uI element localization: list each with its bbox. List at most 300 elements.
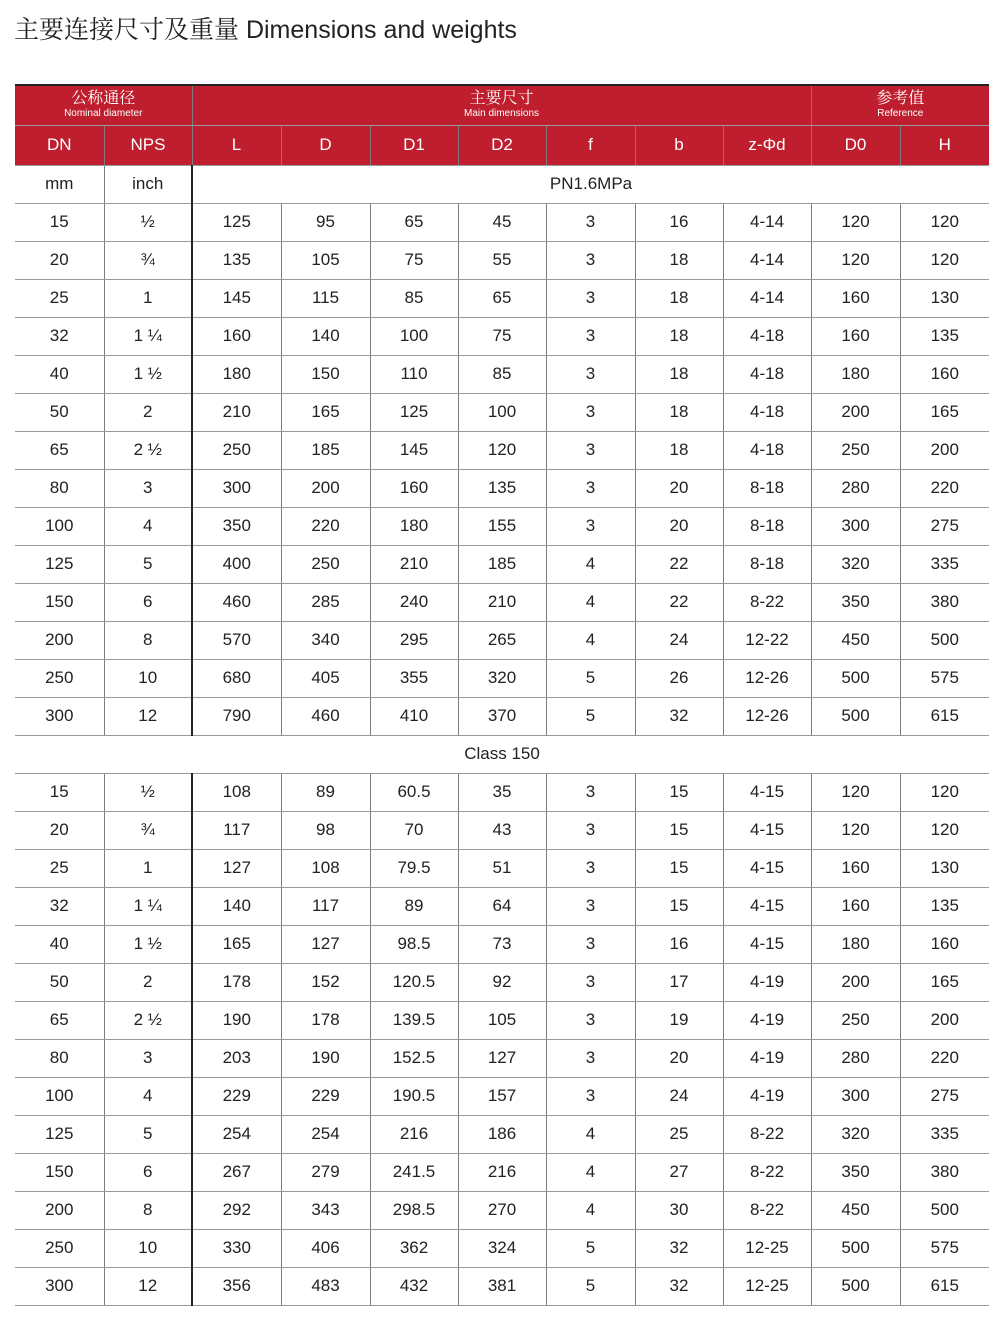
table-cell-dn: 25 [15,279,104,317]
table-cell-h: 220 [900,1039,989,1077]
table-cell-b: 32 [635,697,723,735]
table-cell-d1: 362 [370,1229,458,1267]
table-cell-d0: 350 [811,583,900,621]
column-header-z-phi-d: z-Φd [723,125,811,165]
table-cell-z-d: 4-15 [723,925,811,963]
table-cell-dn: 250 [15,1229,104,1267]
table-cell-l: 140 [192,887,281,925]
table-cell-d1: 432 [370,1267,458,1305]
table-cell-nps: 1 [104,279,192,317]
table-cell-z-d: 8-22 [723,583,811,621]
column-header-nps: NPS [104,125,192,165]
table-cell-d2: 155 [458,507,546,545]
section-label: PN1.6MPa [192,165,989,203]
table-cell-d: 150 [281,355,370,393]
table-cell-d0: 500 [811,697,900,735]
table-cell-h: 165 [900,393,989,431]
table-cell-f: 4 [546,621,635,659]
table-cell-b: 17 [635,963,723,1001]
table-cell-b: 18 [635,393,723,431]
table-row [15,849,989,887]
unit-dn: mm [15,165,104,203]
group-header-nominal-diameter [15,85,192,125]
table-cell-d2: 324 [458,1229,546,1267]
table-cell-d: 220 [281,507,370,545]
table-cell-d1: 60.5 [370,773,458,811]
table-cell-d: 405 [281,659,370,697]
table-cell-f: 3 [546,1039,635,1077]
table-cell-d2: 64 [458,887,546,925]
table-cell-z-d: 4-14 [723,241,811,279]
table-cell-dn: 125 [15,545,104,583]
table-cell-l: 460 [192,583,281,621]
table-cell-d2: 43 [458,811,546,849]
table-cell-h: 120 [900,203,989,241]
table-row [15,963,989,1001]
table-cell-d1: 410 [370,697,458,735]
table-cell-nps: 12 [104,697,192,735]
table-cell-h: 200 [900,1001,989,1039]
table-cell-l: 400 [192,545,281,583]
dimensions-table [15,84,989,1306]
table-cell-z-d: 4-19 [723,963,811,1001]
table-cell-d0: 160 [811,887,900,925]
table-cell-f: 3 [546,469,635,507]
table-row [15,279,989,317]
table-cell-dn: 80 [15,1039,104,1077]
table-cell-d1: 85 [370,279,458,317]
table-row [15,1229,989,1267]
table-cell-d0: 350 [811,1153,900,1191]
table-cell-b: 32 [635,1229,723,1267]
table-cell-l: 145 [192,279,281,317]
table-row [15,393,989,431]
table-cell-nps: ½ [104,203,192,241]
table-cell-d0: 200 [811,393,900,431]
table-cell-z-d: 4-19 [723,1077,811,1115]
table-cell-d2: 55 [458,241,546,279]
table-cell-b: 18 [635,241,723,279]
table-cell-d0: 320 [811,1115,900,1153]
table-cell-l: 680 [192,659,281,697]
table-cell-d2: 265 [458,621,546,659]
table-cell-l: 300 [192,469,281,507]
table-cell-d0: 500 [811,659,900,697]
table-cell-d: 152 [281,963,370,1001]
table-cell-dn: 20 [15,811,104,849]
table-cell-h: 575 [900,1229,989,1267]
table-cell-dn: 50 [15,963,104,1001]
table-cell-f: 4 [546,1191,635,1229]
table-cell-nps: 1 ¼ [104,317,192,355]
table-cell-d: 340 [281,621,370,659]
table-cell-d2: 120 [458,431,546,469]
table-cell-f: 3 [546,507,635,545]
table-cell-l: 180 [192,355,281,393]
table-cell-d: 483 [281,1267,370,1305]
table-cell-f: 3 [546,773,635,811]
table-cell-b: 20 [635,1039,723,1077]
table-cell-dn: 100 [15,507,104,545]
table-cell-d0: 120 [811,811,900,849]
table-cell-l: 292 [192,1191,281,1229]
table-row [15,1001,989,1039]
group-label-cn: 参考值 [876,90,925,108]
table-cell-b: 16 [635,203,723,241]
group-label-en: Reference [877,108,924,120]
table-row [15,545,989,583]
table-cell-h: 120 [900,811,989,849]
table-row [15,887,989,925]
table-cell-f: 3 [546,279,635,317]
table-row [15,773,989,811]
table-cell-dn: 125 [15,1115,104,1153]
table-cell-dn: 15 [15,773,104,811]
table-cell-d2: 320 [458,659,546,697]
table-cell-nps: 10 [104,1229,192,1267]
table-cell-nps: ½ [104,773,192,811]
table-cell-d1: 190.5 [370,1077,458,1115]
table-row [15,1153,989,1191]
table-row [15,431,989,469]
table-cell-nps: 4 [104,507,192,545]
table-cell-l: 117 [192,811,281,849]
table-cell-d1: 152.5 [370,1039,458,1077]
table-cell-z-d: 8-18 [723,469,811,507]
table-cell-b: 15 [635,849,723,887]
table-cell-f: 4 [546,583,635,621]
table-cell-d2: 92 [458,963,546,1001]
table-row [15,203,989,241]
table-row [15,811,989,849]
table-cell-f: 3 [546,925,635,963]
table-cell-l: 135 [192,241,281,279]
column-header-b: b [635,125,723,165]
table-cell-f: 3 [546,431,635,469]
table-cell-h: 220 [900,469,989,507]
table-cell-d: 108 [281,849,370,887]
table-cell-d2: 75 [458,317,546,355]
table-cell-d: 140 [281,317,370,355]
table-cell-d: 185 [281,431,370,469]
table-cell-z-d: 4-15 [723,887,811,925]
table-cell-f: 4 [546,545,635,583]
table-cell-d2: 270 [458,1191,546,1229]
table-cell-d2: 135 [458,469,546,507]
table-row [15,1115,989,1153]
table-cell-b: 18 [635,431,723,469]
table-cell-b: 27 [635,1153,723,1191]
table-row [15,583,989,621]
table-cell-h: 380 [900,583,989,621]
table-cell-nps: 8 [104,1191,192,1229]
table-cell-z-d: 4-15 [723,849,811,887]
table-cell-l: 229 [192,1077,281,1115]
table-cell-f: 3 [546,963,635,1001]
table-cell-nps: 1 ¼ [104,887,192,925]
table-cell-dn: 50 [15,393,104,431]
table-cell-f: 3 [546,241,635,279]
table-cell-d1: 79.5 [370,849,458,887]
table-cell-z-d: 12-22 [723,621,811,659]
table-cell-dn: 80 [15,469,104,507]
table-cell-b: 15 [635,887,723,925]
table-cell-d: 117 [281,887,370,925]
group-header-reference [811,85,989,125]
table-cell-h: 575 [900,659,989,697]
table-cell-f: 3 [546,1077,635,1115]
table-cell-nps: 2 [104,393,192,431]
table-cell-z-d: 4-18 [723,393,811,431]
table-cell-f: 3 [546,203,635,241]
table-cell-d2: 105 [458,1001,546,1039]
table-cell-dn: 32 [15,887,104,925]
table-row [15,317,989,355]
table-cell-h: 130 [900,279,989,317]
table-cell-h: 120 [900,241,989,279]
table-cell-b: 20 [635,507,723,545]
table-cell-dn: 200 [15,1191,104,1229]
table-cell-z-d: 8-22 [723,1115,811,1153]
table-cell-h: 380 [900,1153,989,1191]
table-row [15,659,989,697]
table-cell-z-d: 8-22 [723,1153,811,1191]
table-row [15,1267,989,1305]
table-cell-b: 25 [635,1115,723,1153]
table-cell-nps: 2 ½ [104,1001,192,1039]
table-cell-d2: 185 [458,545,546,583]
table-cell-d2: 210 [458,583,546,621]
table-cell-h: 500 [900,1191,989,1229]
table-cell-d1: 139.5 [370,1001,458,1039]
unit-row [15,165,989,203]
table-cell-d: 460 [281,697,370,735]
table-cell-z-d: 8-22 [723,1191,811,1229]
column-header-l: L [192,125,281,165]
table-row [15,1039,989,1077]
table-row [15,507,989,545]
table-cell-nps: 6 [104,1153,192,1191]
column-header-d0: D0 [811,125,900,165]
table-cell-nps: 3 [104,469,192,507]
table-cell-d1: 295 [370,621,458,659]
table-cell-h: 275 [900,1077,989,1115]
table-cell-d0: 200 [811,963,900,1001]
table-cell-h: 615 [900,697,989,735]
table-cell-b: 22 [635,583,723,621]
table-cell-f: 4 [546,1153,635,1191]
table-cell-z-d: 4-19 [723,1001,811,1039]
table-cell-nps: 1 [104,849,192,887]
section-label: Class 150 [15,735,989,773]
table-cell-z-d: 12-26 [723,659,811,697]
table-cell-z-d: 4-18 [723,317,811,355]
table-cell-l: 127 [192,849,281,887]
table-cell-d2: 381 [458,1267,546,1305]
table-cell-l: 790 [192,697,281,735]
table-cell-d2: 370 [458,697,546,735]
table-cell-h: 615 [900,1267,989,1305]
table-cell-z-d: 4-15 [723,773,811,811]
group-header-row [15,85,989,125]
table-cell-z-d: 4-18 [723,431,811,469]
table-cell-d2: 127 [458,1039,546,1077]
table-cell-d0: 280 [811,1039,900,1077]
table-cell-b: 18 [635,317,723,355]
group-label-cn: 公称通径 [71,90,136,108]
table-cell-d1: 298.5 [370,1191,458,1229]
table-cell-d2: 73 [458,925,546,963]
table-cell-z-d: 4-19 [723,1039,811,1077]
table-row [15,621,989,659]
table-cell-nps: 10 [104,659,192,697]
table-cell-f: 5 [546,1229,635,1267]
table-cell-d0: 250 [811,1001,900,1039]
table-cell-dn: 65 [15,1001,104,1039]
table-cell-d0: 160 [811,317,900,355]
table-cell-nps: 2 [104,963,192,1001]
table-cell-dn: 100 [15,1077,104,1115]
table-cell-dn: 40 [15,355,104,393]
table-row [15,1077,989,1115]
table-cell-nps: 2 ½ [104,431,192,469]
table-cell-d: 250 [281,545,370,583]
table-cell-d: 165 [281,393,370,431]
table-cell-d1: 210 [370,545,458,583]
table-cell-z-d: 4-14 [723,203,811,241]
table-cell-d0: 300 [811,507,900,545]
table-cell-b: 18 [635,355,723,393]
table-cell-l: 165 [192,925,281,963]
table-cell-d0: 120 [811,241,900,279]
table-cell-b: 26 [635,659,723,697]
table-cell-z-d: 8-18 [723,507,811,545]
table-cell-dn: 150 [15,1153,104,1191]
table-cell-h: 200 [900,431,989,469]
table-cell-h: 275 [900,507,989,545]
table-cell-b: 16 [635,925,723,963]
table-cell-l: 356 [192,1267,281,1305]
table-cell-d: 115 [281,279,370,317]
table-cell-l: 330 [192,1229,281,1267]
table-cell-h: 160 [900,355,989,393]
table-cell-d2: 186 [458,1115,546,1153]
table-cell-h: 500 [900,621,989,659]
table-cell-h: 335 [900,1115,989,1153]
table-cell-d0: 320 [811,545,900,583]
table-cell-b: 30 [635,1191,723,1229]
table-cell-f: 3 [546,1001,635,1039]
table-cell-dn: 25 [15,849,104,887]
table-cell-dn: 250 [15,659,104,697]
table-cell-h: 335 [900,545,989,583]
page-title: 主要连接尺寸及重量 Dimensions and weights [14,16,517,44]
table-cell-nps: 8 [104,621,192,659]
table-cell-d1: 216 [370,1115,458,1153]
table-cell-d1: 65 [370,203,458,241]
table-row [15,469,989,507]
table-cell-d: 190 [281,1039,370,1077]
table-cell-h: 165 [900,963,989,1001]
table-cell-d: 105 [281,241,370,279]
table-cell-f: 3 [546,355,635,393]
table-cell-nps: ¾ [104,811,192,849]
table-cell-d1: 110 [370,355,458,393]
table-cell-z-d: 8-18 [723,545,811,583]
table-cell-z-d: 12-25 [723,1267,811,1305]
table-cell-dn: 300 [15,1267,104,1305]
table-cell-d1: 89 [370,887,458,925]
table-cell-nps: ¾ [104,241,192,279]
table-cell-nps: 1 ½ [104,925,192,963]
table-cell-dn: 40 [15,925,104,963]
table-cell-b: 15 [635,773,723,811]
table-cell-f: 3 [546,393,635,431]
table-cell-l: 570 [192,621,281,659]
column-header-dn: DN [15,125,104,165]
table-cell-z-d: 4-15 [723,811,811,849]
table-cell-d1: 120.5 [370,963,458,1001]
table-cell-d0: 120 [811,203,900,241]
table-cell-d0: 160 [811,279,900,317]
table-row [15,1191,989,1229]
table-cell-d1: 98.5 [370,925,458,963]
table-cell-b: 32 [635,1267,723,1305]
table-cell-d1: 125 [370,393,458,431]
column-header-d2: D2 [458,125,546,165]
table-cell-dn: 65 [15,431,104,469]
table-cell-l: 190 [192,1001,281,1039]
table-cell-d1: 145 [370,431,458,469]
table-cell-d2: 85 [458,355,546,393]
table-cell-d: 95 [281,203,370,241]
table-cell-nps: 4 [104,1077,192,1115]
table-cell-d: 178 [281,1001,370,1039]
table-cell-l: 125 [192,203,281,241]
table-cell-nps: 3 [104,1039,192,1077]
table-cell-d0: 120 [811,773,900,811]
table-body [15,165,989,1305]
table-cell-b: 24 [635,621,723,659]
table-cell-d0: 180 [811,355,900,393]
table-cell-nps: 5 [104,545,192,583]
table-cell-z-d: 12-26 [723,697,811,735]
table-cell-d2: 65 [458,279,546,317]
table-cell-d1: 240 [370,583,458,621]
column-header-h: H [900,125,989,165]
table-cell-l: 250 [192,431,281,469]
column-header-d: D [281,125,370,165]
table-cell-f: 4 [546,1115,635,1153]
table-cell-h: 120 [900,773,989,811]
table-cell-d: 343 [281,1191,370,1229]
table-cell-d: 285 [281,583,370,621]
table-cell-d1: 355 [370,659,458,697]
table-cell-d: 406 [281,1229,370,1267]
table-cell-d: 89 [281,773,370,811]
table-cell-d0: 450 [811,621,900,659]
table-row [15,355,989,393]
table-cell-nps: 6 [104,583,192,621]
table-cell-dn: 15 [15,203,104,241]
table-cell-dn: 150 [15,583,104,621]
table-cell-dn: 200 [15,621,104,659]
table-cell-f: 5 [546,1267,635,1305]
table-cell-h: 160 [900,925,989,963]
table-cell-d2: 35 [458,773,546,811]
column-header-f: f [546,125,635,165]
table-cell-d1: 180 [370,507,458,545]
